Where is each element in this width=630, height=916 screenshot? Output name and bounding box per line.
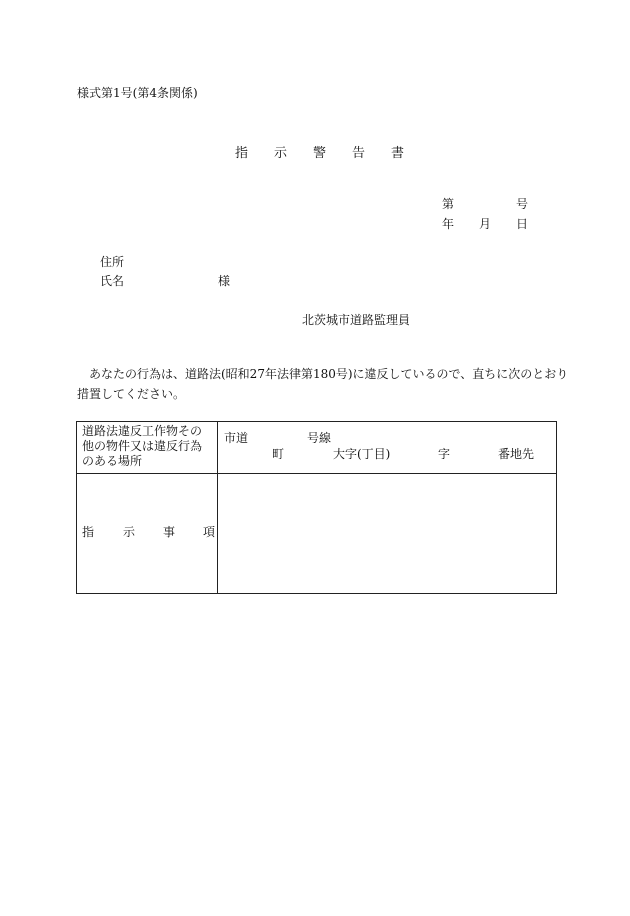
body-text-line-2: 措置してください。	[77, 387, 186, 401]
location-fields	[218, 422, 556, 473]
location-label: 道路法違反工作物その他の物件又は違反行為のある場所	[82, 424, 203, 468]
recipient-honorific: 様	[218, 274, 231, 288]
recipient-name-label: 氏名	[100, 274, 125, 288]
location-row	[77, 422, 557, 474]
document-title: 指 示 警 告 書	[235, 146, 405, 161]
instruction-label-char: 示	[123, 525, 136, 539]
instruction-label-char: 項	[203, 525, 216, 539]
instruction-label-cell	[77, 474, 218, 594]
date-day-label: 日	[516, 217, 529, 231]
issuer-title: 北茨城市道路監理員	[302, 313, 411, 327]
banchi-label: 番地先	[498, 447, 535, 461]
instruction-label-char: 指	[82, 525, 95, 539]
date-month-label: 月	[479, 217, 492, 231]
instruction-content-cell	[218, 474, 557, 594]
location-value-cell	[218, 422, 557, 474]
body-text-line-1: あなたの行為は、道路法(昭和27年法律第180号)に違反しているので、直ちに次のとおり	[89, 367, 569, 381]
date-year-label: 年	[442, 217, 455, 231]
form-number-label: 様式第1号(第4条関係)	[77, 86, 198, 100]
instruction-row	[77, 474, 557, 594]
document-number-suffix: 号	[516, 197, 529, 211]
oaza-label: 大字(丁目)	[333, 447, 391, 461]
aza-label: 字	[438, 447, 451, 461]
instruction-form-table	[76, 421, 557, 594]
document-number-prefix: 第	[442, 197, 455, 211]
location-label-cell	[77, 422, 218, 474]
recipient-address-label: 住所	[100, 255, 125, 269]
town-label: 町	[272, 447, 285, 461]
route-number-label: 号線	[307, 431, 332, 445]
instruction-label	[77, 474, 217, 593]
city-road-label: 市道	[224, 431, 249, 445]
instruction-label-char: 事	[163, 525, 176, 539]
